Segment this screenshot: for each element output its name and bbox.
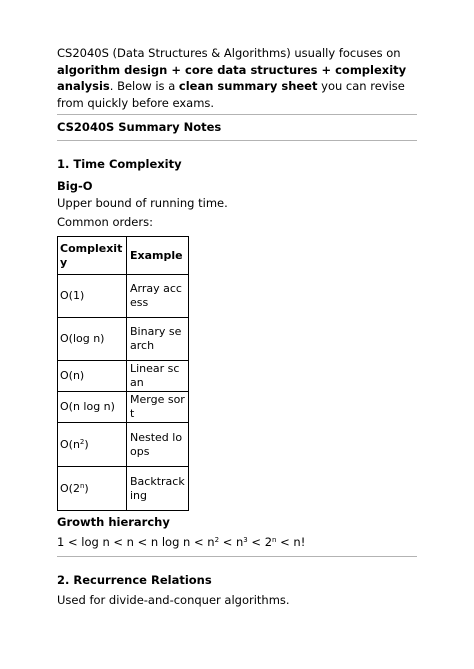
- growth-part-4: < n!: [276, 535, 306, 549]
- complexity-sup: n: [79, 481, 85, 490]
- table-row: [58, 392, 189, 423]
- growth-sup-2: 3: [243, 536, 248, 544]
- growth-part-1: 1 < log n < n < n log n < n: [57, 535, 215, 549]
- section-2-description: Used for divide-and-conquer algorithms.: [57, 593, 290, 607]
- divider-2: [57, 140, 417, 141]
- intro-bold-1: algorithm design + core data structures + complexity analysis: [57, 62, 407, 93]
- example-cell: Array access: [127, 275, 189, 318]
- complexity-text: O(n: [60, 437, 80, 451]
- column-header-example: Example: [127, 237, 189, 275]
- growth-sup-3: n: [272, 536, 277, 544]
- intro-text-1: CS2040S (Data Structures & Algorithms) usually focuses on: [57, 46, 401, 60]
- example-cell: Nested loops: [127, 423, 189, 467]
- section-1-heading: 1. Time Complexity: [57, 157, 182, 171]
- big-o-subheading: Big-O: [57, 179, 93, 193]
- complexity-cell: [58, 423, 127, 467]
- complexity-cell: [58, 318, 127, 361]
- growth-sup-1: 2: [214, 536, 220, 544]
- complexity-table: [57, 236, 189, 511]
- table-row: [58, 423, 189, 467]
- example-cell: Backtracking: [127, 467, 189, 511]
- complexity-text: O(n): [60, 369, 85, 382]
- complexity-cell: [58, 275, 127, 318]
- growth-hierarchy-heading: Growth hierarchy: [57, 515, 170, 529]
- complexity-cell: [58, 467, 127, 511]
- big-o-description: Upper bound of running time.: [57, 196, 228, 210]
- common-orders-label: Common orders:: [57, 215, 153, 229]
- complexity-close: ): [84, 437, 89, 451]
- intro-bold-2: clean summary sheet: [178, 79, 318, 93]
- complexity-text: O(1): [60, 289, 85, 302]
- complexity-close: ): [84, 481, 89, 495]
- growth-hierarchy: [57, 535, 305, 549]
- table-row: [58, 275, 189, 318]
- complexity-text: O(n log n): [60, 400, 115, 413]
- document-title: CS2040S Summary Notes: [57, 120, 222, 134]
- growth-part-2: < n: [219, 535, 244, 549]
- intro-paragraph: [57, 45, 417, 111]
- complexity-cell: [58, 361, 127, 392]
- divider-3: [57, 556, 417, 557]
- table-header-row: [58, 237, 189, 275]
- section-2-heading: 2. Recurrence Relations: [57, 573, 212, 587]
- intro-text-2: . Below is a: [109, 79, 179, 93]
- intro-text-3: you can revise from quickly before exams.: [57, 79, 405, 110]
- divider-1: [57, 114, 417, 115]
- complexity-cell: [58, 392, 127, 423]
- table-row: [58, 318, 189, 361]
- example-cell: Merge sort: [127, 392, 189, 423]
- growth-part-3: < 2: [247, 535, 273, 549]
- complexity-sup: 2: [79, 437, 85, 446]
- column-header-complexity: Complexity: [58, 237, 127, 275]
- example-cell: Linear scan: [127, 361, 189, 392]
- example-cell: Binary search: [127, 318, 189, 361]
- table-row: [58, 467, 189, 511]
- table-row: [58, 361, 189, 392]
- complexity-text: O(log n): [60, 332, 105, 345]
- complexity-text: O(2: [60, 481, 80, 495]
